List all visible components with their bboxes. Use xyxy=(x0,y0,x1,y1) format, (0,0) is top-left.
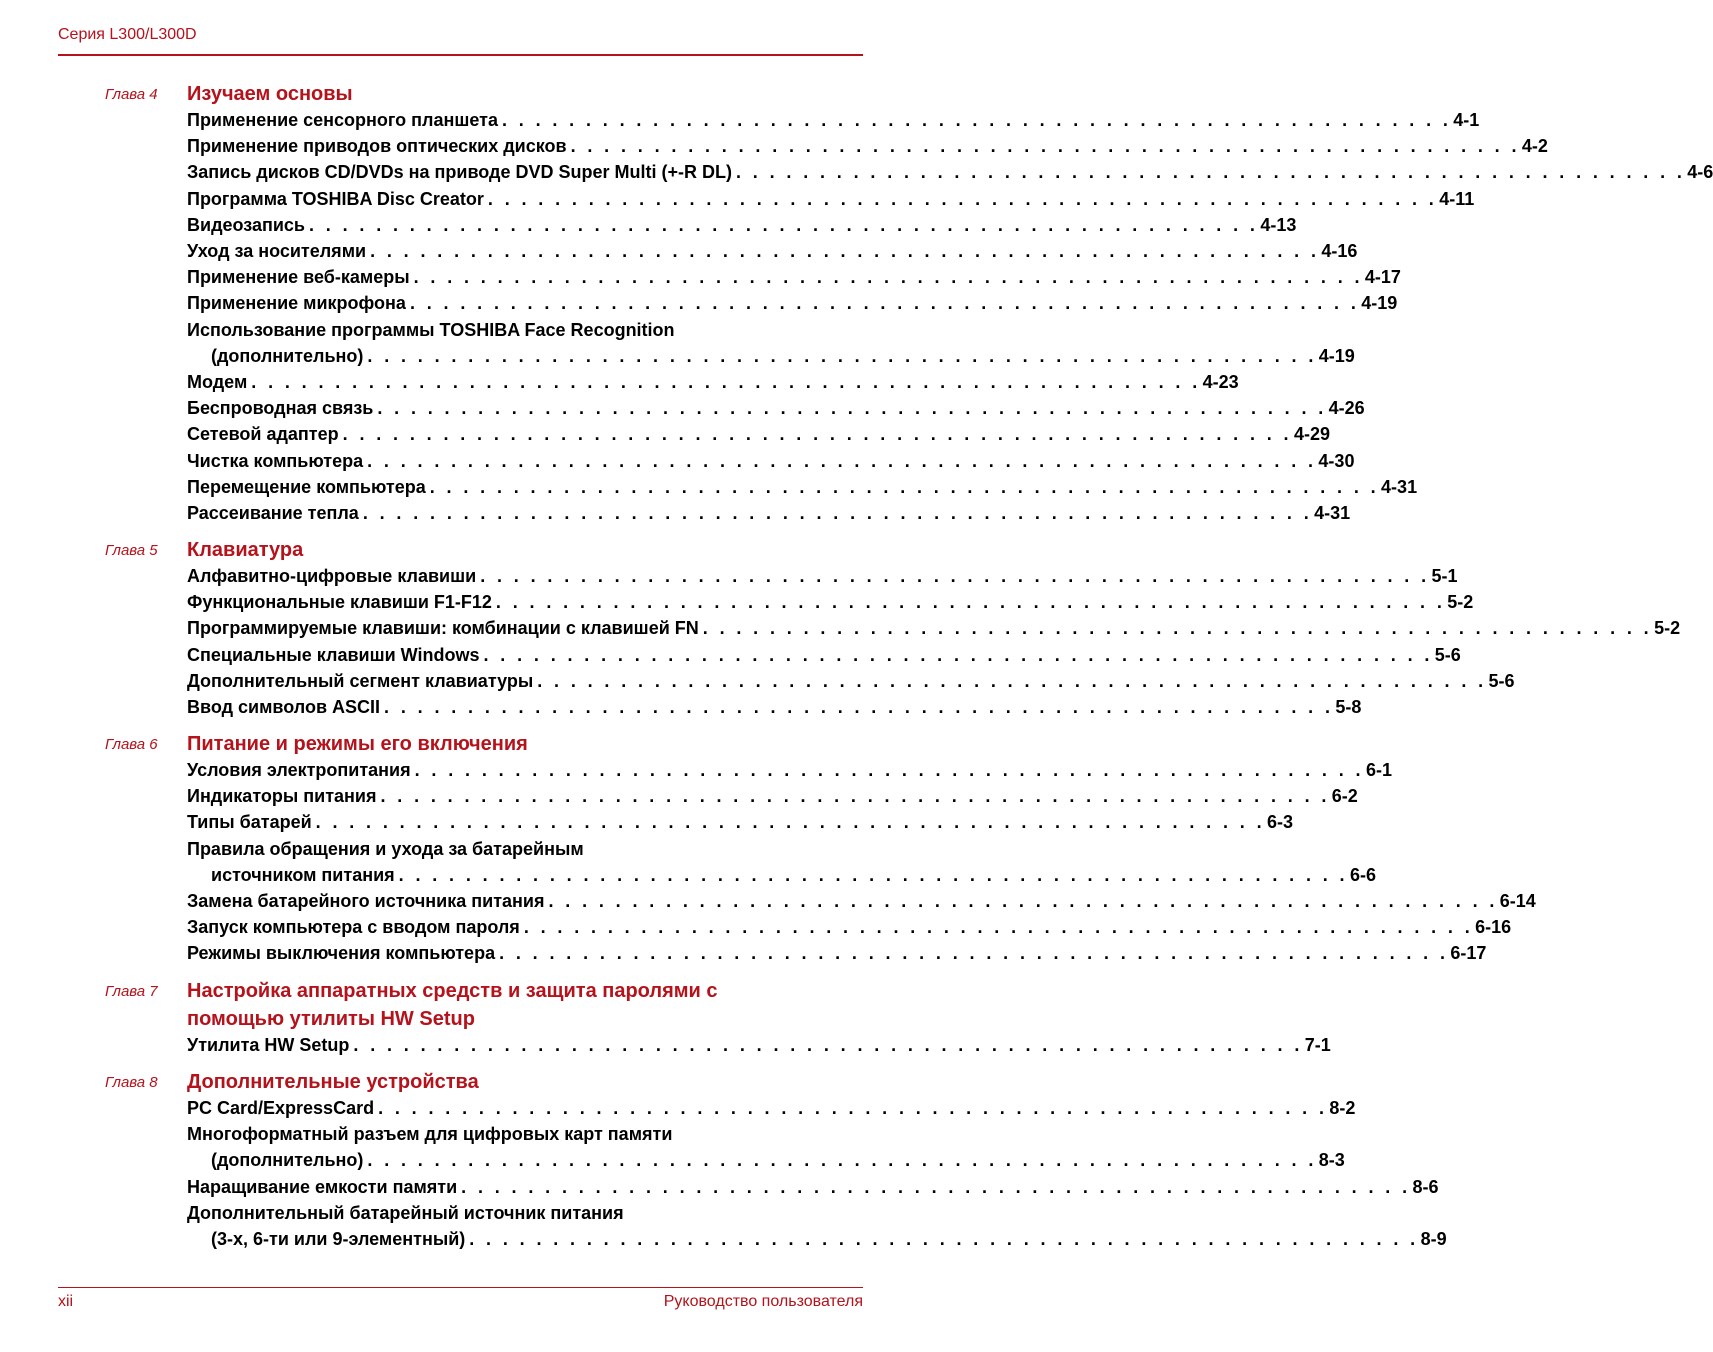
toc-entry-title: Беспроводная связь xyxy=(187,398,374,419)
toc-entry xyxy=(187,1096,1356,1120)
dot-leader: . . . . . . . . . . . . . . . . . . . . . . . . . . . . . . . . . . . . . . . . . . . . . . . . . . . . . . . . . xyxy=(537,670,1487,691)
dot-leader: . . . . . . . . . . . . . . . . . . . . . . . . . . . . . . . . . . . . . . . . . . . . . . . . . . . . . . . . . xyxy=(483,644,1433,665)
toc-entry-continuation: (3-х, 6-ти или 9-элементный) xyxy=(211,1229,466,1249)
dot-leader: . . . . . . . . . . . . . . . . . . . . . . . . . . . . . . . . . . . . . . . . . . . . . . . . . . . . . . . . . xyxy=(370,241,1320,261)
dot-leader: . . . . . . . . . . . . . . . . . . . . . . . . . . . . . . . . . . . . . . . . . . . . . . . . . . . . . . . . . xyxy=(495,592,1446,613)
toc-entry-title: Режимы выключения компьютера xyxy=(187,943,496,964)
dot-leader: . . . . . . . . . . . . . . . . . . . . . . . . . . . . . . . . . . . . . . . . . . . . . . . . . . . . . . . . . xyxy=(480,566,1430,586)
toc-page-number: 6-2 xyxy=(1331,786,1358,807)
dot-leader: . . . . . . . . . . . . . . . . . . . . . . . . . . . . . . . . . . . . . . . . . . . . . . . . . . . . . . . . . xyxy=(367,450,1317,471)
toc-page-number: 5-2 xyxy=(1654,618,1681,639)
dot-leader: . . . . . . . . . . . . . . . . . . . . . . . . . . . . . . . . . . . . . . . . . . . . . . . . . . . . . . . . . xyxy=(414,760,1364,780)
toc-entry-title: Специальные клавиши Windows xyxy=(187,644,480,665)
dot-leader: . . . . . . . . . . . . . . . . . . . . . . . . . . . . . . . . . . . . . . . . . . . . . . . . . . . . . . . . . xyxy=(398,864,1348,885)
dot-leader: . . . . . . . . . . . . . . . . . . . . . . . . . . . . . . . . . . . . . . . . . . . . . . . . . . . . . . . . . xyxy=(469,1229,1419,1249)
toc-entry-title: Утилита HW Setup xyxy=(187,1035,350,1055)
toc-entry-title: Типы батарей xyxy=(187,812,312,833)
chapter-label: Глава 7 xyxy=(105,983,158,1000)
toc-entry xyxy=(187,370,1239,394)
toc-page-number: 4-19 xyxy=(1318,345,1355,366)
toc-entry xyxy=(187,564,1458,588)
toc-page-number: 4-2 xyxy=(1521,136,1548,157)
toc-entry-title: Перемещение компьютера xyxy=(187,476,426,497)
toc-page-number: 8-6 xyxy=(1412,1176,1439,1197)
dot-leader: . . . . . . . . . . . . . . . . . . . . . . . . . . . . . . . . . . . . . . . . . . . . . . . . . . . . . . . . . xyxy=(501,110,1452,130)
toc-entry-title: Запись дисков CD/DVDs на приводе DVD Super Multi (+-R DL) xyxy=(187,162,732,183)
dot-leader: . . . . . . . . . . . . . . . . . . . . . . . . . . . . . . . . . . . . . . . . . . . . . . . . . . . . . . . . . xyxy=(523,917,1474,938)
toc-page-number: 5-6 xyxy=(1488,670,1515,691)
toc-entry-title: Многоформатный разъем для цифровых карт памяти xyxy=(187,1124,673,1145)
dot-leader: . . . . . . . . . . . . . . . . . . . . . . . . . . . . . . . . . . . . . . . . . . . . . . . . . . . . . . . . . xyxy=(429,476,1380,497)
dot-leader: . . . . . . . . . . . . . . . . . . . . . . . . . . . . . . . . . . . . . . . . . . . . . . . . . . . . . . . . . xyxy=(735,162,1686,183)
dot-leader: . . . . . . . . . . . . . . . . . . . . . . . . . . . . . . . . . . . . . . . . . . . . . . . . . . . . . . . . . xyxy=(362,503,1313,523)
dot-leader: . . . . . . . . . . . . . . . . . . . . . . . . . . . . . . . . . . . . . . . . . . . . . . . . . . . . . . . . . xyxy=(367,1150,1317,1171)
toc-page-number: 5-2 xyxy=(1447,592,1474,613)
dot-leader: . . . . . . . . . . . . . . . . . . . . . . . . . . . . . . . . . . . . . . . . . . . . . . . . . . . . . . . . . xyxy=(315,812,1265,833)
toc-page-number: 5-8 xyxy=(1335,697,1362,717)
toc-entry-title: Применение сенсорного планшета xyxy=(187,110,498,130)
toc-page-number: 4-17 xyxy=(1364,267,1401,288)
toc-entry xyxy=(187,758,1392,782)
page-number: xii xyxy=(58,1293,74,1310)
toc-page-number: 7-1 xyxy=(1304,1035,1331,1055)
dot-leader: . . . . . . . . . . . . . . . . . . . . . . . . . . . . . . . . . . . . . . . . . . . . . . . . . . . . . . . . . xyxy=(377,398,1327,419)
toc-entry xyxy=(187,784,1358,808)
footer-title: Руководство пользователя xyxy=(663,1293,863,1310)
toc-page-number: 6-6 xyxy=(1349,864,1376,885)
toc-entry-title: Правила обращения и ухода за батарейным xyxy=(187,838,584,859)
dot-leader: . . . . . . . . . . . . . . . . . . . . . . . . . . . . . . . . . . . . . . . . . . . . . . . . . . . . . . . . . xyxy=(367,345,1317,366)
toc-entry-title: Ввод символов ASCII xyxy=(187,697,381,717)
toc-page-number: 4-23 xyxy=(1202,372,1239,392)
toc-entry-title: Замена батарейного источника питания xyxy=(187,891,545,911)
dot-leader: . . . . . . . . . . . . . . . . . . . . . . . . . . . . . . . . . . . . . . . . . . . . . . . . . . . . . . . . . xyxy=(570,136,1520,157)
dot-leader: . . . . . . . . . . . . . . . . . . . . . . . . . . . . . . . . . . . . . . . . . . . . . . . . . . . . . . . . . xyxy=(702,618,1653,639)
toc-entry-title: Уход за носителями xyxy=(187,241,367,261)
toc-page-number: 4-6 xyxy=(1687,162,1713,183)
toc-entry-title: Условия электропитания xyxy=(187,760,411,780)
dot-leader: . . . . . . . . . . . . . . . . . . . . . . . . . . . . . . . . . . . . . . . . . . . . . . . . . . . . . . . . . xyxy=(353,1035,1303,1055)
series-title: Серия L300/L300D xyxy=(58,26,197,43)
toc-page-number: 8-9 xyxy=(1420,1229,1447,1249)
chapter-label: Глава 6 xyxy=(105,736,158,753)
chapter-title: Изучаем основы xyxy=(187,83,353,105)
toc-entry xyxy=(187,475,1418,499)
toc-entry xyxy=(187,291,1398,315)
dot-leader: . . . . . . . . . . . . . . . . . . . . . . . . . . . . . . . . . . . . . . . . . . . . . . . . . . . . . . . . . xyxy=(548,891,1498,911)
toc-entry xyxy=(187,265,1401,289)
toc-entry-title: Рассеивание тепла xyxy=(187,503,359,523)
toc-entry xyxy=(187,422,1330,446)
toc-entry xyxy=(187,160,1713,184)
toc-entry xyxy=(187,915,1512,939)
dot-leader: . . . . . . . . . . . . . . . . . . . . . . . . . . . . . . . . . . . . . . . . . . . . . . . . . . . . . . . . . xyxy=(499,943,1449,964)
toc-entry-title: Дополнительный сегмент клавиатуры xyxy=(187,670,534,691)
dot-leader: . . . . . . . . . . . . . . . . . . . . . . . . . . . . . . . . . . . . . . . . . . . . . . . . . . . . . . . . . xyxy=(413,267,1363,288)
toc-page-number: 4-11 xyxy=(1439,188,1475,209)
footer-rule xyxy=(58,1287,863,1288)
toc-page-number: 4-19 xyxy=(1361,293,1398,314)
toc-entry-title: Программа TOSHIBA Disc Creator xyxy=(187,188,484,209)
toc-entry-continuation: источником питания xyxy=(211,864,395,885)
toc-page-number: 4-30 xyxy=(1318,450,1355,471)
toc-entry-title: Функциональные клавиши F1-F12 xyxy=(187,592,492,613)
toc-entry-continuation: (дополнительно) xyxy=(211,345,364,366)
toc-entry xyxy=(211,344,1355,368)
toc-entry-title: Применение веб-камеры xyxy=(187,267,410,288)
toc-entry xyxy=(187,213,1297,237)
toc-page-number: 4-31 xyxy=(1314,503,1351,523)
toc-page-number: 6-1 xyxy=(1365,760,1392,780)
chapter-title: Питание и режимы его включения xyxy=(187,733,528,755)
chapter-label: Глава 4 xyxy=(105,86,158,103)
toc-entry xyxy=(211,1148,1345,1172)
toc-page-number: 6-14 xyxy=(1499,891,1536,911)
dot-leader: . . . . . . . . . . . . . . . . . . . . . . . . . . . . . . . . . . . . . . . . . . . . . . . . . . . . . . . . . xyxy=(409,293,1360,314)
toc-page-number: 8-2 xyxy=(1329,1098,1356,1118)
dot-leader: . . . . . . . . . . . . . . . . . . . . . . . . . . . . . . . . . . . . . . . . . . . . . . . . . . . . . . . . . xyxy=(251,372,1201,392)
toc-entry xyxy=(187,643,1461,667)
header-rule xyxy=(58,54,863,56)
toc-page-number: 6-3 xyxy=(1266,812,1293,833)
toc-entry-title: Алфавитно-цифровые клавиши xyxy=(187,566,477,586)
toc-entry xyxy=(187,134,1548,158)
dot-leader: . . . . . . . . . . . . . . . . . . . . . . . . . . . . . . . . . . . . . . . . . . . . . . . . . . . . . . . . . xyxy=(378,1098,1328,1118)
toc-entry-title: Индикаторы питания xyxy=(187,786,377,807)
toc-entry xyxy=(211,1227,1447,1251)
toc-page-number: 4-31 xyxy=(1381,476,1418,497)
toc-page-number: 4-29 xyxy=(1293,424,1330,445)
toc-page-number: 6-17 xyxy=(1450,943,1487,964)
toc-entry-title: Программируемые клавиши: комбинации с клавишей FN xyxy=(187,618,699,639)
chapter-title: Дополнительные устройства xyxy=(187,1071,479,1093)
chapter-label: Глава 5 xyxy=(105,542,158,559)
toc-entry xyxy=(187,889,1536,913)
toc-entry xyxy=(187,941,1487,965)
toc-entry xyxy=(187,616,1681,640)
toc-entry xyxy=(187,810,1293,834)
toc-entry xyxy=(187,239,1358,263)
toc-entry xyxy=(187,590,1474,614)
toc-entry-continuation: (дополнительно) xyxy=(211,1150,364,1171)
toc-page-number: 8-3 xyxy=(1318,1150,1345,1171)
toc-entry-title: Применение микрофона xyxy=(187,293,406,314)
toc-page-number: 4-16 xyxy=(1321,241,1358,261)
toc-entry-title: Чистка компьютера xyxy=(187,450,364,471)
toc-entry xyxy=(187,396,1365,420)
dot-leader: . . . . . . . . . . . . . . . . . . . . . . . . . . . . . . . . . . . . . . . . . . . . . . . . . . . . . . . . . xyxy=(384,697,1334,717)
toc-entry-title: Видеозапись xyxy=(187,214,305,235)
toc-entry-title: Модем xyxy=(187,372,248,392)
toc-entry xyxy=(187,449,1355,473)
toc-entry-title: Наращивание емкости памяти xyxy=(187,1176,458,1197)
dot-leader: . . . . . . . . . . . . . . . . . . . . . . . . . . . . . . . . . . . . . . . . . . . . . . . . . . . . . . . . . xyxy=(487,188,1438,209)
chapter-label: Глава 8 xyxy=(105,1074,158,1091)
toc-entry-title: Дополнительный батарейный источник питания xyxy=(187,1202,624,1223)
toc-entry xyxy=(187,695,1362,719)
toc-page-number: 4-1 xyxy=(1453,110,1480,130)
toc-entry-title: PC Card/ExpressCard xyxy=(187,1098,375,1118)
toc-entry-title: Применение приводов оптических дисков xyxy=(187,136,567,157)
toc-entry-title: Запуск компьютера с вводом пароля xyxy=(187,917,520,938)
toc-page-number: 4-26 xyxy=(1328,398,1365,419)
chapter-title: Настройка аппаратных средств и защита паролями с помощью утилиты HW Setup xyxy=(187,980,718,1030)
toc-entry xyxy=(187,1175,1439,1199)
dot-leader: . . . . . . . . . . . . . . . . . . . . . . . . . . . . . . . . . . . . . . . . . . . . . . . . . . . . . . . . . xyxy=(380,786,1330,807)
toc-entry xyxy=(187,187,1475,211)
toc-entry xyxy=(187,501,1351,525)
toc-page-number: 4-13 xyxy=(1260,214,1297,235)
dot-leader: . . . . . . . . . . . . . . . . . . . . . . . . . . . . . . . . . . . . . . . . . . . . . . . . . . . . . . . . . xyxy=(461,1176,1411,1197)
dot-leader: . . . . . . . . . . . . . . . . . . . . . . . . . . . . . . . . . . . . . . . . . . . . . . . . . . . . . . . . . xyxy=(342,424,1292,445)
chapter-title: Клавиатура xyxy=(187,539,304,561)
toc-entry-title: Сетевой адаптер xyxy=(187,424,339,445)
toc-entry xyxy=(187,669,1515,693)
toc-entry-title: Использование программы TOSHIBA Face Recognition xyxy=(187,319,675,340)
toc-page-number: 5-1 xyxy=(1431,566,1458,586)
toc-entry xyxy=(187,108,1480,132)
dot-leader: . . . . . . . . . . . . . . . . . . . . . . . . . . . . . . . . . . . . . . . . . . . . . . . . . . . . . . . . . xyxy=(309,214,1259,235)
toc-page-number: 6-16 xyxy=(1475,917,1512,938)
toc-entry xyxy=(211,863,1376,887)
toc-entry xyxy=(187,1033,1331,1057)
toc-page-number: 5-6 xyxy=(1434,644,1461,665)
